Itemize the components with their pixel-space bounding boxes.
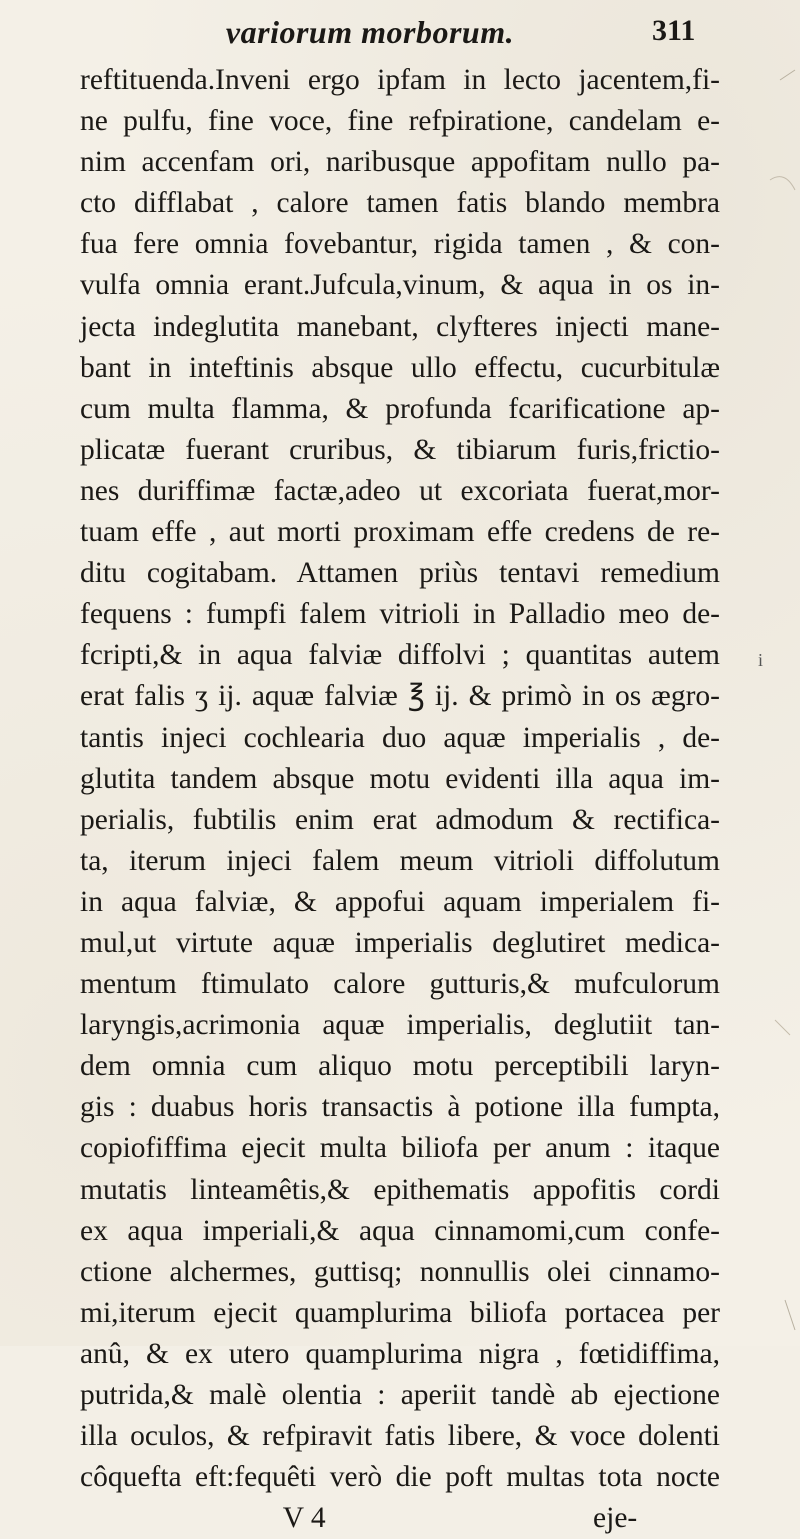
- text-line: dem omnia cum aliquo motu perceptibili laryn-: [80, 1050, 720, 1083]
- text-line: glutita tandem absque motu evidenti illa aqua im-: [80, 762, 720, 795]
- text-line: mi,iterum ejecit quamplurima biliofa portacea per: [80, 1296, 720, 1329]
- margin-mark: i: [758, 650, 764, 670]
- text-line: fcripti,& in aqua falviæ diffolvi ; quantitas autem: [80, 639, 720, 672]
- text-line: tuam effe , aut morti proximam effe credens de re-: [80, 516, 720, 549]
- text-line: mul,ut virtute aquæ imperialis deglutiret medica-: [80, 926, 720, 959]
- text-line: côquefta eft:fequêti verò die poft multas tota nocte: [80, 1461, 720, 1494]
- running-head: variorum morborum.: [225, 14, 515, 50]
- text-line: mentum ftimulato calore gutturis,& mufculorum: [80, 968, 720, 1001]
- text-line: illa oculos, & refpiravit fatis libere, & voce dolenti: [80, 1420, 720, 1453]
- text-line: anû, & ex utero quamplurima nigra , fœtidiffima,: [80, 1337, 720, 1370]
- show-through-marks: [740, 60, 800, 1340]
- text-line: gis : duabus horis transactis à potione illa fumpta,: [80, 1091, 720, 1124]
- text-line: plicatæ fuerant cruribus, & tibiarum furis,frictio-: [80, 433, 720, 466]
- text-line: erat falis ʒ ij. aquæ falviæ ℥ ij. & primò in os ægro-: [80, 680, 720, 713]
- text-line: ne pulfu, fine voce, fine refpiratione, candelam e-: [80, 105, 720, 138]
- text-line: ditu cogitabam. Attamen priùs tentavi remedium: [80, 557, 720, 590]
- text-line: ctione alchermes, guttisq; nonnullis olei cinnamo-: [80, 1255, 720, 1288]
- text-line: jecta indeglutita manebant, clyfteres injecti mane-: [80, 310, 720, 343]
- text-line: tantis injeci cochlearia duo aquæ imperialis , de-: [80, 721, 720, 754]
- text-line: mutatis linteamêtis,& epithematis appofitis cordi: [80, 1173, 720, 1206]
- signature-mark: V 4: [282, 1502, 326, 1535]
- text-line: nes duriffimæ factæ,adeo ut excoriata fuerat,mor-: [80, 474, 720, 507]
- text-line: laryngis,acrimonia aquæ imperialis, deglutiit tan-: [80, 1009, 720, 1042]
- page-number: 311: [652, 14, 696, 47]
- footer-line: [80, 1498, 720, 1539]
- text-line: fequens : fumpfi falem vitrioli in Palladio meo de-: [80, 598, 720, 631]
- page-header: [0, 14, 800, 60]
- catchword: eje-: [593, 1502, 638, 1535]
- text-line: ta, iterum injeci falem meum vitrioli diffolutum: [80, 844, 720, 877]
- text-line: perialis, fubtilis enim erat admodum & rectifica-: [80, 803, 720, 836]
- text-line: in aqua falviæ, & appofui aquam imperialem fi-: [80, 885, 720, 918]
- text-line: cto difflabat , calore tamen fatis blando membra: [80, 187, 720, 220]
- body-text: [80, 60, 720, 1539]
- text-line: copiofiffima ejecit multa biliofa per anum : itaque: [80, 1132, 720, 1165]
- text-line: fua fere omnia fovebantur, rigida tamen , & con-: [80, 228, 720, 261]
- text-line: putrida,& malè olentia : aperiit tandè ab ejectione: [80, 1379, 720, 1411]
- text-line: bant in inteftinis absque ullo effectu, cucurbitulæ: [80, 351, 720, 384]
- text-line: nim accenfam ori, naribusque appofitam nullo pa-: [80, 146, 720, 179]
- text-line: reftituenda.Inveni ergo ipfam in lecto jacentem,fi-: [80, 64, 720, 96]
- text-line: ex aqua imperiali,& aqua cinnamomi,cum confe-: [80, 1214, 720, 1247]
- text-line: vulfa omnia erant.Jufcula,vinum, & aqua in os in-: [80, 269, 720, 302]
- text-line: cum multa flamma, & profunda fcarificatione ap-: [80, 392, 720, 425]
